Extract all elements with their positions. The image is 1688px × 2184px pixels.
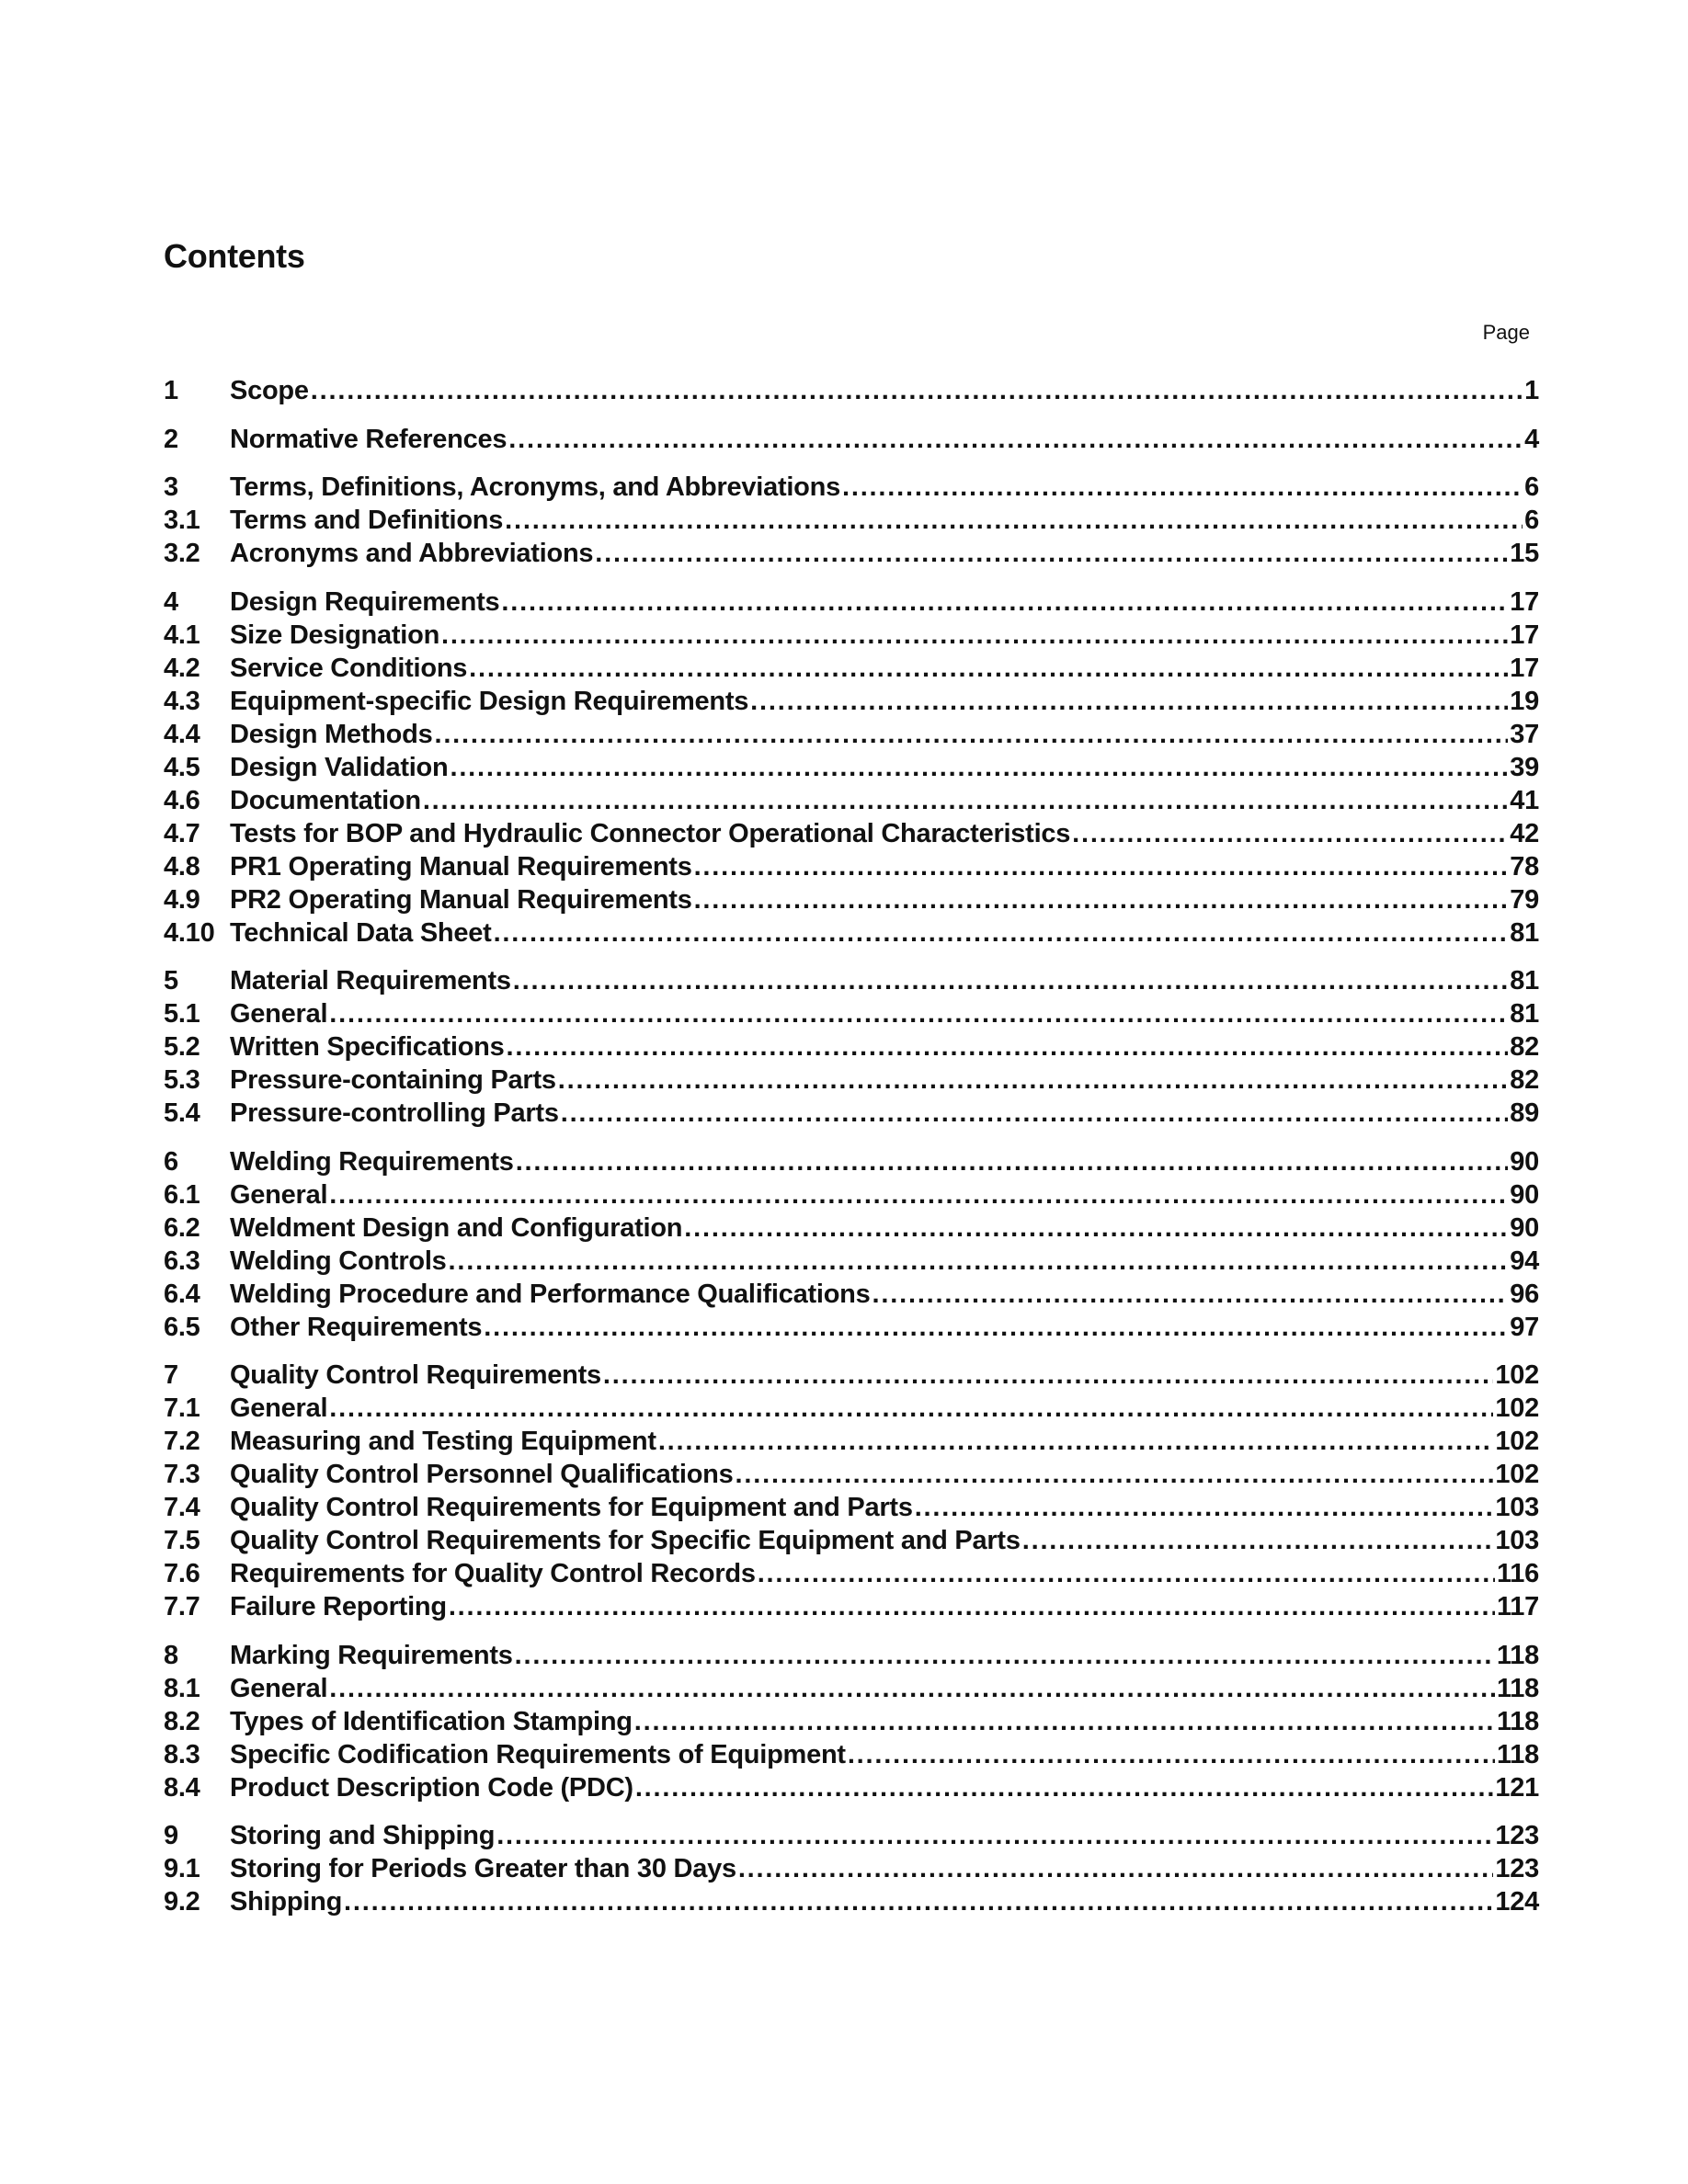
toc-entry[interactable] [164,374,1539,407]
toc-entry-number: 5.3 [164,1065,200,1095]
toc-entry-number: 6.4 [164,1279,200,1309]
dot-leader [635,1771,1494,1804]
toc-entry-page-number: 96 [1510,1279,1539,1309]
toc-entry-page-number: 79 [1510,884,1539,915]
toc-entry[interactable] [164,1590,1539,1623]
toc-section-group [164,1639,1539,1804]
dot-leader [842,471,1523,504]
toc-entry-number: 9.1 [164,1854,200,1883]
toc-entry-page-number: 6 [1524,506,1539,535]
toc-entry[interactable] [164,1885,1539,1918]
toc-section-group [164,471,1539,570]
toc-entry-page-number: 39 [1510,752,1539,782]
toc-entry[interactable] [164,964,1539,997]
toc-entry-title: Design Validation [230,752,449,782]
dot-leader [329,1672,1495,1705]
dot-leader [344,1885,1493,1918]
toc-entry-page-number: 90 [1510,1146,1539,1177]
toc-entry-title: Technical Data Sheet [230,917,492,948]
dot-leader [1022,1524,1494,1557]
dot-leader [501,586,1508,619]
toc-entry-title: Pressure-containing Parts [230,1065,556,1095]
toc-section-group [164,1359,1539,1623]
toc-entry-title: Design Requirements [230,586,500,617]
toc-entry-page-number: 15 [1510,539,1539,568]
toc-entry-title: Pressure-controlling Parts [230,1098,559,1128]
dot-leader [658,1425,1494,1458]
toc-entry-page-number: 97 [1510,1312,1539,1342]
toc-entry-title: General [230,999,328,1029]
toc-entry[interactable] [164,1064,1539,1097]
toc-entry[interactable] [164,1145,1539,1178]
dot-leader [736,1458,1494,1491]
toc-entry-title: General [230,1673,328,1703]
toc-entry-title: Welding Procedure and Performance Qualifications [230,1279,871,1309]
dot-leader [1072,817,1508,850]
toc-entry-number: 4.6 [164,785,200,815]
dot-leader [848,1738,1495,1771]
toc-entry[interactable] [164,883,1539,916]
toc-entry[interactable] [164,916,1539,950]
toc-entry-title: Service Conditions [230,653,468,683]
toc-entry-number: 7.5 [164,1526,200,1555]
toc-entry-page-number: 94 [1510,1246,1539,1276]
toc-entry-page-number: 81 [1510,917,1539,948]
table-of-contents [164,374,1539,1934]
toc-entry-page-number: 17 [1510,620,1539,650]
toc-entry-number: 4.3 [164,686,200,716]
toc-entry-title: Acronyms and Abbreviations [230,539,594,568]
dot-leader [484,1311,1508,1344]
dot-leader [423,784,1508,817]
dot-leader [494,916,1509,950]
toc-entry[interactable] [164,718,1539,751]
toc-entry-number: 7.6 [164,1559,200,1588]
toc-entry[interactable] [164,1771,1539,1804]
dot-leader [750,685,1508,718]
toc-entry-number: 4.8 [164,851,200,882]
toc-entry-page-number: 42 [1510,818,1539,848]
toc-entry-title: Other Requirements [230,1312,483,1342]
toc-entry[interactable] [164,1458,1539,1491]
page-column-label: Page [1482,321,1530,344]
toc-entry[interactable] [164,850,1539,883]
toc-entry[interactable] [164,1639,1539,1672]
toc-entry-page-number: 78 [1510,851,1539,882]
toc-entry[interactable] [164,1097,1539,1130]
dot-leader [595,537,1508,570]
toc-entry-number: 7.3 [164,1460,200,1489]
toc-entry-number: 5.4 [164,1098,200,1128]
dot-leader [449,1245,1509,1278]
dot-leader [449,1590,1495,1623]
toc-entry[interactable] [164,1819,1539,1852]
toc-entry-title: Welding Controls [230,1246,447,1276]
toc-entry-title: Terms and Definitions [230,506,504,535]
toc-entry[interactable] [164,751,1539,784]
toc-entry-title: Specific Codification Requirements of Equipment [230,1739,846,1769]
toc-entry-title: Measuring and Testing Equipment [230,1427,656,1456]
toc-entry[interactable] [164,1311,1539,1344]
toc-entry-page-number: 102 [1495,1393,1539,1423]
dot-leader [507,1030,1509,1064]
toc-entry-page-number: 117 [1496,1592,1539,1621]
toc-entry-number: 7 [164,1360,178,1390]
toc-entry-title: Weldment Design and Configuration [230,1212,683,1243]
toc-entry[interactable] [164,1030,1539,1064]
toc-entry-number: 4.4 [164,719,200,749]
toc-entry-page-number: 102 [1495,1460,1539,1489]
toc-entry-number: 6.5 [164,1312,200,1342]
toc-entry-number: 7.1 [164,1393,200,1423]
toc-entry[interactable] [164,1557,1539,1590]
dot-leader [603,1359,1493,1392]
toc-entry-number: 5 [164,966,178,995]
dot-leader [508,423,1523,456]
dot-leader [516,1145,1509,1178]
toc-entry-number: 3.2 [164,539,200,568]
toc-entry-title: PR1 Operating Manual Requirements [230,851,692,882]
toc-entry-page-number: 82 [1510,1032,1539,1062]
toc-entry-title: Types of Identification Stamping [230,1706,633,1736]
toc-entry[interactable] [164,685,1539,718]
toc-entry-number: 4.2 [164,653,200,683]
toc-entry[interactable] [164,1392,1539,1425]
toc-section-group [164,374,1539,407]
toc-entry[interactable] [164,1211,1539,1245]
toc-entry-number: 6.2 [164,1212,200,1243]
dot-leader [469,652,1508,685]
toc-entry-number: 9 [164,1821,178,1850]
dot-leader [694,883,1509,916]
toc-section-group [164,423,1539,456]
toc-entry-number: 4.5 [164,752,200,782]
toc-entry-number: 8.4 [164,1772,200,1803]
toc-entry-number: 2 [164,424,178,454]
page-title: Contents [164,237,305,275]
toc-entry[interactable] [164,652,1539,685]
toc-entry-page-number: 103 [1495,1493,1539,1522]
toc-entry-title: Welding Requirements [230,1146,514,1177]
toc-entry-number: 3 [164,472,178,502]
dot-leader [558,1064,1508,1097]
toc-entry-page-number: 41 [1510,785,1539,815]
dot-leader [329,1178,1508,1211]
toc-entry-number: 8.1 [164,1673,200,1703]
dot-leader [634,1705,1495,1738]
toc-entry-page-number: 81 [1510,966,1539,995]
toc-entry-number: 4.7 [164,818,200,848]
toc-entry-title: Size Designation [230,620,440,650]
toc-entry-page-number: 116 [1496,1559,1539,1588]
toc-entry-title: Written Specifications [230,1032,505,1062]
dot-leader [496,1819,1493,1852]
toc-entry-title: Terms, Definitions, Acronyms, and Abbreviations [230,472,840,502]
dot-leader [684,1211,1508,1245]
toc-entry-page-number: 102 [1495,1427,1539,1456]
toc-entry[interactable] [164,586,1539,619]
toc-entry-page-number: 6 [1524,472,1539,502]
dot-leader [694,850,1509,883]
toc-entry-number: 8.2 [164,1706,200,1736]
toc-section-group [164,1819,1539,1918]
toc-entry-page-number: 4 [1524,424,1539,454]
toc-entry-number: 3.1 [164,506,200,535]
toc-entry-number: 4 [164,586,178,617]
dot-leader [434,718,1508,751]
toc-entry-title: Shipping [230,1887,343,1917]
dot-leader [738,1852,1494,1885]
toc-entry-title: Quality Control Requirements [230,1360,601,1390]
dot-leader [311,374,1523,407]
toc-entry-page-number: 121 [1495,1772,1539,1803]
dot-leader [450,751,1508,784]
toc-entry[interactable] [164,997,1539,1030]
toc-entry-number: 4.1 [164,620,200,650]
toc-entry[interactable] [164,504,1539,537]
toc-entry-title: Scope [230,376,309,405]
toc-entry-number: 5.2 [164,1032,200,1062]
toc-entry-number: 4.10 [164,917,215,948]
toc-entry-title: Material Requirements [230,966,511,995]
toc-entry-page-number: 17 [1510,586,1539,617]
toc-entry-title: General [230,1393,328,1423]
dot-leader [505,504,1523,537]
toc-entry-page-number: 103 [1495,1526,1539,1555]
toc-section-group [164,964,1539,1130]
toc-entry-title: Failure Reporting [230,1592,447,1621]
dot-leader [561,1097,1509,1130]
toc-entry-page-number: 118 [1496,1673,1539,1703]
toc-entry-page-number: 90 [1510,1212,1539,1243]
toc-entry-title: Documentation [230,785,421,815]
toc-entry-page-number: 82 [1510,1065,1539,1095]
toc-entry-number: 9.2 [164,1887,200,1917]
toc-entry-page-number: 123 [1495,1854,1539,1883]
dot-leader [329,997,1508,1030]
toc-entry[interactable] [164,1245,1539,1278]
toc-entry[interactable] [164,1738,1539,1771]
toc-entry[interactable] [164,1359,1539,1392]
toc-entry[interactable] [164,1178,1539,1211]
toc-entry-title: Product Description Code (PDC) [230,1772,633,1803]
toc-entry-page-number: 17 [1510,653,1539,683]
toc-entry-title: Equipment-specific Design Requirements [230,686,749,716]
toc-entry-page-number: 89 [1510,1098,1539,1128]
toc-entry-page-number: 124 [1495,1887,1539,1917]
toc-entry-number: 8 [164,1640,178,1670]
toc-entry[interactable] [164,1278,1539,1311]
toc-entry[interactable] [164,619,1539,652]
toc-entry-page-number: 118 [1496,1739,1539,1769]
toc-entry-number: 7.7 [164,1592,200,1621]
dot-leader [758,1557,1495,1590]
toc-entry[interactable] [164,784,1539,817]
dot-leader [915,1491,1494,1524]
toc-entry-title: Normative References [230,424,508,454]
dot-leader [329,1392,1493,1425]
toc-entry-number: 4.9 [164,884,200,915]
toc-entry[interactable] [164,1852,1539,1885]
toc-entry-title: Quality Control Requirements for Equipment and Parts [230,1493,913,1522]
toc-entry-title: Marking Requirements [230,1640,513,1670]
toc-section-group [164,586,1539,950]
toc-entry-page-number: 90 [1510,1179,1539,1210]
toc-entry[interactable] [164,1425,1539,1458]
toc-entry-page-number: 118 [1496,1706,1539,1736]
toc-entry[interactable] [164,817,1539,850]
toc-entry-title: Tests for BOP and Hydraulic Connector Operational Characteristics [230,818,1071,848]
dot-leader [441,619,1508,652]
toc-entry[interactable] [164,423,1539,456]
toc-entry-number: 1 [164,376,178,405]
toc-entry-title: General [230,1179,328,1210]
toc-entry-title: Quality Control Requirements for Specific Equipment and Parts [230,1526,1021,1555]
toc-entry-number: 8.3 [164,1739,200,1769]
toc-entry-page-number: 102 [1495,1360,1539,1390]
toc-entry-title: Quality Control Personnel Qualifications [230,1460,734,1489]
toc-entry-number: 7.2 [164,1427,200,1456]
toc-entry-number: 6.3 [164,1246,200,1276]
toc-entry-page-number: 81 [1510,999,1539,1029]
toc-entry[interactable] [164,1524,1539,1557]
dot-leader [873,1278,1509,1311]
dot-leader [515,1639,1495,1672]
toc-section-group [164,1145,1539,1344]
toc-entry[interactable] [164,1491,1539,1524]
toc-entry-title: PR2 Operating Manual Requirements [230,884,692,915]
toc-entry[interactable] [164,1672,1539,1705]
toc-entry-title: Design Methods [230,719,433,749]
toc-entry-page-number: 19 [1510,686,1539,716]
toc-entry[interactable] [164,537,1539,570]
toc-entry-number: 6 [164,1146,178,1177]
toc-entry[interactable] [164,471,1539,504]
toc-entry-number: 5.1 [164,999,200,1029]
toc-entry-page-number: 123 [1495,1821,1539,1850]
toc-entry-page-number: 118 [1496,1640,1539,1670]
toc-entry-title: Requirements for Quality Control Records [230,1559,756,1588]
toc-entry-title: Storing for Periods Greater than 30 Days [230,1854,736,1883]
dot-leader [513,964,1508,997]
toc-entry-number: 6.1 [164,1179,200,1210]
toc-entry-page-number: 1 [1524,376,1539,405]
toc-entry-number: 7.4 [164,1493,200,1522]
toc-entry[interactable] [164,1705,1539,1738]
toc-entry-page-number: 37 [1510,719,1539,749]
toc-entry-title: Storing and Shipping [230,1821,496,1850]
